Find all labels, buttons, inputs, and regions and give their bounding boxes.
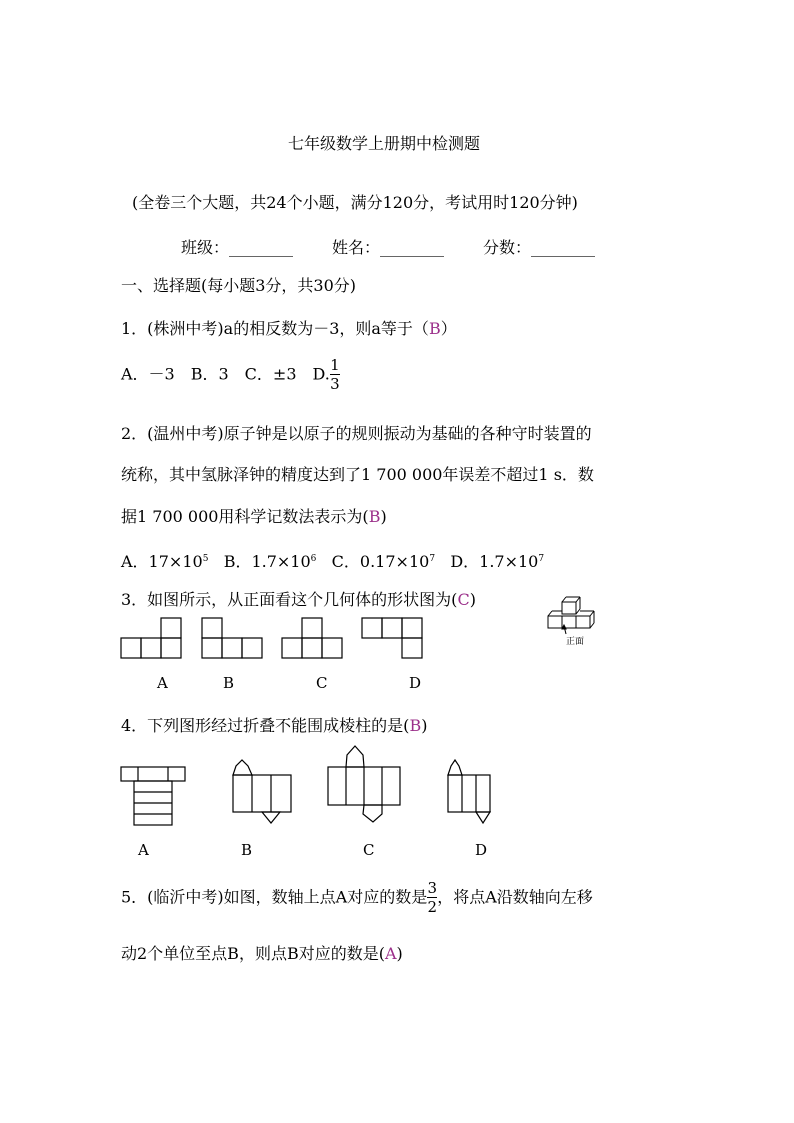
score-field: 分数：________ <box>483 238 596 257</box>
q3-label-a: A <box>157 674 168 692</box>
page-title: 七年级数学上册期中检测题 <box>288 134 481 153</box>
question-5-text-1: 5．(临沂中考)如图，数轴上点A对应的数是 <box>121 887 428 907</box>
option-c-text: C．0.17×10 <box>331 552 430 571</box>
name-field: 姓名：________ <box>332 238 445 257</box>
question-1-text: 1．(株洲中考)a的相反数为－3，则a等于（ <box>121 319 429 338</box>
q4-net-figures <box>118 745 518 835</box>
question-3-text: 3．如图所示，从正面看这个几何体的形状图为( <box>121 590 458 609</box>
question-4-close: ) <box>421 716 428 735</box>
question-5-close: ) <box>396 944 403 963</box>
q4-label-d: D <box>475 841 488 859</box>
option-a-exponent: 5 <box>202 554 209 564</box>
question-2-line-2: 统称，其中氢脉泽钟的精度达到了1 700 000年误差不超过1 s．数 <box>121 465 594 484</box>
question-1-options-text: A．－3 B．3 C．±3 D. <box>121 364 330 384</box>
section-heading: 一、选择题(每小题3分，共30分) <box>121 276 357 295</box>
option-b-text: B．1.7×10 <box>223 552 311 571</box>
question-5-line-1 <box>121 880 593 915</box>
fraction-numerator: 3 <box>427 879 437 897</box>
q4-label-b: B <box>241 841 253 859</box>
question-3-answer: C <box>457 590 470 609</box>
question-5-line-2 <box>121 944 403 964</box>
question-5-text-2: ，将点A沿数轴向左移 <box>437 887 593 907</box>
question-5-fraction <box>427 880 437 915</box>
question-4-text: 4．下列图形经过折叠不能围成棱柱的是( <box>121 716 410 735</box>
option-d-exponent: 7 <box>538 554 545 564</box>
question-2-options <box>121 549 544 572</box>
option-a <box>121 552 208 571</box>
question-1-stem <box>121 319 457 339</box>
fraction-numerator: 1 <box>330 356 340 374</box>
question-1-answer: B <box>428 319 441 338</box>
question-3-close: ) <box>469 590 476 609</box>
exam-subtitle: (全卷三个大题，共24个小题，满分120分，考试用时120分钟) <box>132 193 578 212</box>
question-2-answer: B <box>368 507 381 526</box>
question-2-line-1: 2．(温州中考)原子钟是以原子的规则振动为基础的各种守时装置的 <box>121 424 592 443</box>
q3-option-figures <box>118 617 438 667</box>
question-5-answer: A <box>384 944 397 963</box>
q4-label-a: A <box>138 841 149 859</box>
question-1-close: ） <box>440 319 457 338</box>
question-2-close: ) <box>380 507 387 526</box>
question-4-stem <box>121 716 427 736</box>
q3-label-b: B <box>223 674 235 692</box>
solid-figure <box>544 596 604 636</box>
question-1-fraction <box>330 357 340 392</box>
q4-label-c: C <box>363 841 375 859</box>
question-2-line-3-text: 据1 700 000用科学记数法表示为( <box>121 507 369 526</box>
class-field: 班级：________ <box>181 238 294 257</box>
question-3-stem <box>121 590 476 610</box>
question-2-line-3 <box>121 507 387 527</box>
fraction-denominator: 3 <box>330 375 340 393</box>
option-b <box>224 552 317 571</box>
option-d <box>450 552 544 571</box>
option-b-exponent: 6 <box>310 554 317 564</box>
question-5-text-3: 动2个单位至点B，则点B对应的数是( <box>121 944 385 963</box>
option-c-exponent: 7 <box>429 554 436 564</box>
question-4-answer: B <box>409 716 422 735</box>
option-c <box>332 552 435 571</box>
front-view-label: 正面 <box>566 637 585 647</box>
q3-label-c: C <box>316 674 328 692</box>
option-a-text: A．17×10 <box>121 552 203 571</box>
option-d-text: D．1.7×10 <box>450 552 539 571</box>
fraction-denominator: 2 <box>427 898 437 916</box>
question-1-options <box>121 357 340 392</box>
q3-label-d: D <box>409 674 422 692</box>
